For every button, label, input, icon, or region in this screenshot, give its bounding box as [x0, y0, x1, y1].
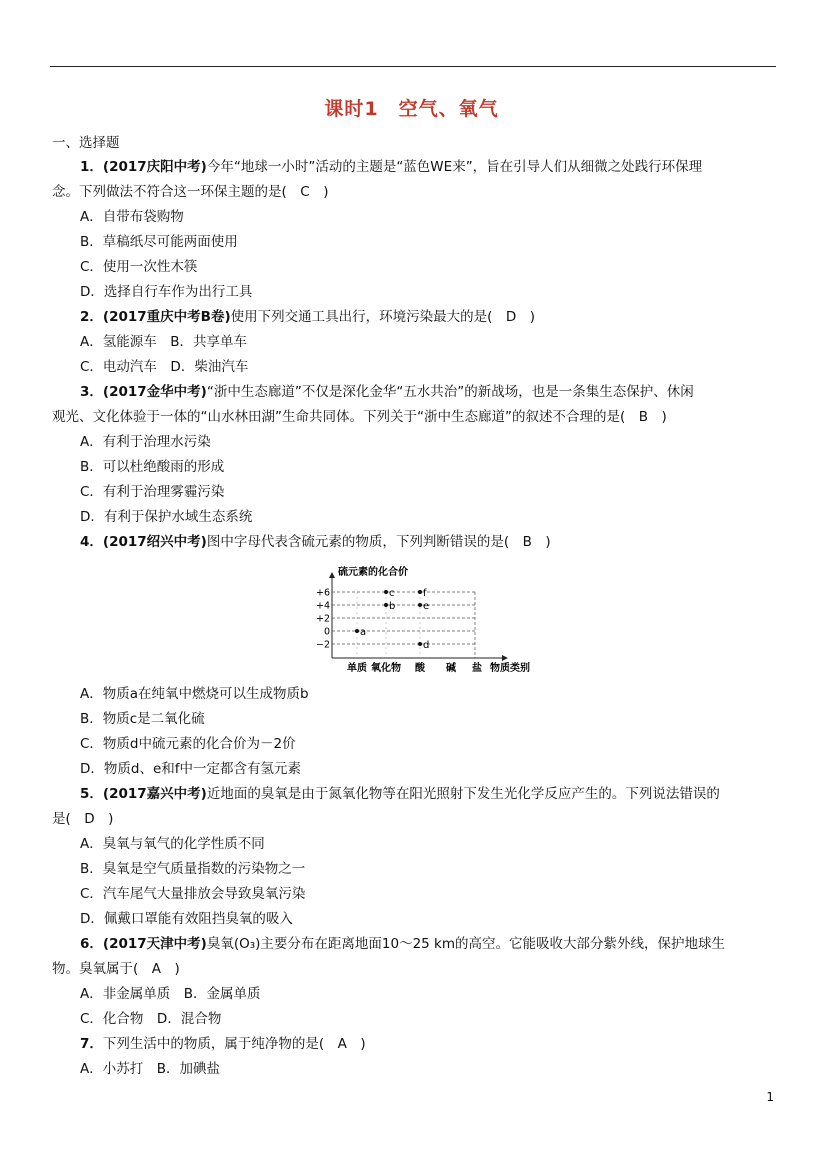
option: C．使用一次性木筷	[80, 259, 198, 275]
y-tick-label: +6	[315, 587, 330, 599]
option: A．自带布袋购物	[80, 209, 184, 225]
question-text-cont: 观光、文化体验于一体的“山水林田湖”生命共同体。下列关于“浙中生态廊道”的叙述不合理的是( B )	[52, 409, 667, 425]
chart-axes	[329, 572, 508, 661]
y-tick-label: +2	[315, 613, 330, 625]
page-title: 课时1 空气、氧气	[324, 98, 499, 120]
option: D．佩戴口罩能有效阻挡臭氧的吸入	[80, 911, 293, 927]
question-3	[80, 382, 694, 402]
data-point-label: c	[389, 588, 395, 599]
x-tick-label: 碱	[446, 663, 456, 674]
x-tick-label: 酸	[415, 663, 425, 674]
option: A．小苏打 B．加碘盐	[80, 1061, 220, 1077]
question-5	[80, 784, 720, 804]
option: B．物质c是二氧化硫	[80, 711, 205, 727]
option: D．选择自行车作为出行工具	[80, 284, 253, 300]
question-source: (2017天津中考)	[102, 936, 207, 952]
x-axis-label: 物质类别	[490, 663, 530, 674]
y-tick-label: −2	[315, 639, 330, 651]
option: D．有利于保护水域生态系统	[80, 509, 253, 525]
option: A．非金属单质 B．金属单质	[80, 986, 261, 1002]
option: B．草稿纸尽可能两面使用	[80, 234, 238, 250]
question-text-cont: 是( D )	[52, 811, 114, 827]
option: B．可以杜绝酸雨的形成	[80, 459, 225, 475]
question-source: (2017嘉兴中考)	[102, 786, 207, 802]
x-tick-label: 单质	[347, 663, 367, 674]
option: C．有利于治理雾霾污染	[80, 484, 225, 500]
data-point	[418, 603, 422, 607]
question-2	[80, 307, 535, 327]
data-point	[384, 590, 388, 594]
question-4	[80, 532, 551, 552]
question-text-cont: 物。臭氧属于( A )	[52, 961, 180, 977]
question-number: 1．	[80, 159, 103, 175]
data-point-label: e	[423, 601, 430, 612]
question-text-cont: 念。下列做法不符合这一环保主题的是( C )	[52, 184, 329, 200]
question-number: 5．	[80, 786, 103, 802]
x-tick-label: 盐	[472, 663, 482, 674]
option: C．汽车尾气大量排放会导致臭氧污染	[80, 886, 306, 902]
question-number: 4．	[80, 534, 103, 550]
question-text: 使用下列交通工具出行，环境污染最大的是( D )	[230, 309, 536, 325]
data-point-label: f	[423, 588, 427, 599]
question-6	[80, 934, 725, 954]
data-point-label: b	[389, 601, 396, 612]
data-point	[355, 629, 359, 633]
question-source: (2017重庆中考B卷)	[102, 309, 231, 325]
y-tick-label: +4	[315, 600, 330, 612]
question-text: 图中字母代表含硫元素的物质，下列判断错误的是( B )	[206, 534, 551, 550]
question-text: 下列生活中的物质，属于纯净物的是( A )	[102, 1036, 366, 1052]
question-1	[80, 157, 702, 177]
data-point	[418, 590, 422, 594]
question-text: “浙中生态廊道”不仅是深化金华“五水共治”的新战场，也是一条集生态保护、休闲	[206, 384, 694, 400]
question-text: 今年“地球一小时”活动的主题是“蓝色WE来”，旨在引导人们从细微之处践行环保理	[206, 159, 703, 175]
question-source: (2017庆阳中考)	[102, 159, 207, 175]
question-source: (2017绍兴中考)	[102, 534, 207, 550]
option: D．物质d、e和f中一定都含有氢元素	[80, 761, 302, 777]
data-point-label: d	[423, 640, 430, 651]
y-axis-label: 硫元素的化合价	[338, 567, 408, 578]
page-number: 1	[766, 1090, 774, 1104]
question-number: 6．	[80, 936, 103, 952]
option: A．有利于治理水污染	[80, 434, 211, 450]
question-number: 7．	[80, 1036, 103, 1052]
option: B．臭氧是空气质量指数的污染物之一	[80, 861, 306, 877]
question-text: 近地面的臭氧是由于氮氧化物等在阳光照射下发生光化学反应产生的。下列说法错误的	[206, 786, 720, 802]
question-text: 臭氧(O₃)主要分布在距离地面10～25 km的高空。它能吸收大部分紫外线，保护地球生	[206, 936, 726, 952]
x-tick-label: 氧化物	[371, 663, 401, 674]
option: A．物质a在纯氧中燃烧可以生成物质b	[80, 686, 309, 702]
option: C．电动汽车 D．柴油汽车	[80, 359, 249, 375]
option: C．化合物 D．混合物	[80, 1011, 222, 1027]
header-rule	[50, 66, 776, 67]
valence-chart	[310, 566, 540, 674]
option: A．氢能源车 B．共享单车	[80, 334, 247, 350]
data-point	[418, 642, 422, 646]
question-7	[80, 1034, 366, 1054]
data-point	[384, 603, 388, 607]
option: C．物质d中硫元素的化合价为－2价	[80, 736, 296, 752]
section-heading: 一、选择题	[52, 135, 120, 151]
data-point-label: a	[360, 627, 367, 638]
y-tick-label: 0	[323, 626, 330, 638]
question-number: 3．	[80, 384, 103, 400]
question-source: (2017金华中考)	[102, 384, 207, 400]
question-number: 2．	[80, 309, 103, 325]
option: A．臭氧与氧气的化学性质不同	[80, 836, 265, 852]
